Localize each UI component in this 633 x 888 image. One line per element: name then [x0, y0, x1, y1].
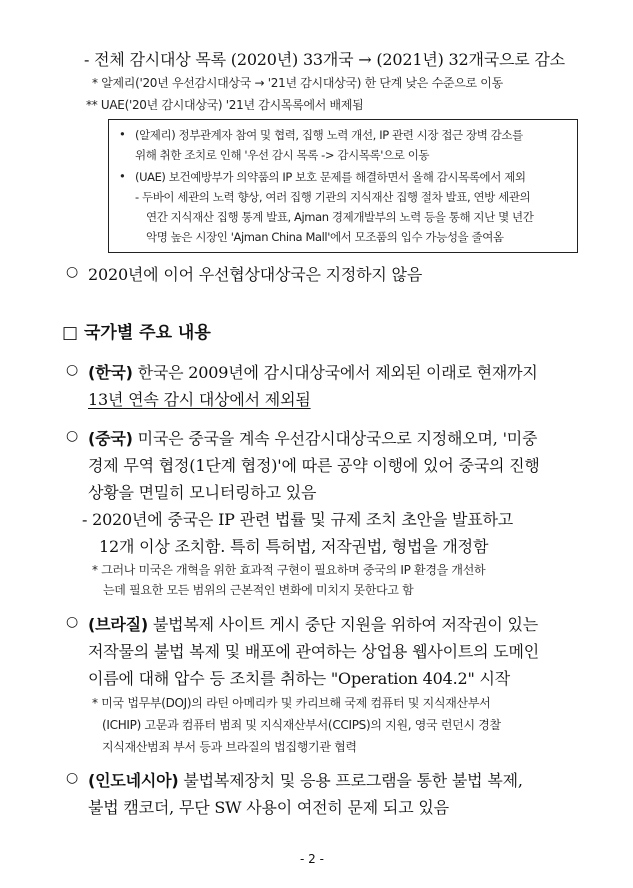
circle-bullet: ○: [66, 264, 79, 280]
china-sub2: 12개 이상 조치함. 특히 특허법, 저작권법, 형법을 개정함: [99, 537, 489, 556]
circle-bullet: ○: [66, 428, 79, 444]
brazil-line2: 저작물의 불법 복제 및 배포에 관여하는 상업용 웹사이트의 도메인: [88, 642, 540, 661]
indonesia-lead: (인도네시아): [88, 771, 179, 790]
china-line1: [88, 426, 537, 449]
circle-bullet: ○: [66, 362, 79, 378]
box-uae-line1: (UAE) 보건예방부가 의약품의 IP 보호 문제를 해결하면서 올해 감시목록에서 제외: [135, 170, 526, 184]
box-algeria-line2: 위해 취한 조치로 인해 '우선 감시 목록 -> 감시목록'으로 이동: [135, 148, 430, 162]
china-line2: 경제 무역 협정(1단계 협정)'에 따른 공약 이행에 있어 중국의 진행: [88, 456, 540, 475]
brazil-lead: (브라질): [88, 615, 148, 634]
china-sub1: - 2020년에 중국은 IP 관련 법률 및 규제 조치 초안을 발표하고: [82, 510, 514, 529]
box-bullet: •: [119, 169, 126, 183]
indonesia-line2: 불법 캠코더, 무단 SW 사용이 여전히 문제 되고 있음: [88, 798, 449, 817]
korea-line2: 13년 연속 감시 대상에서 제외됨: [88, 390, 311, 409]
china-line3: 상황을 면밀히 모니터링하고 있음: [88, 483, 317, 502]
brazil-note3: 지식재산범죄 부서 등과 브라질의 법집행기관 협력: [102, 740, 357, 754]
china-note1: * 그러나 미국은 개혁을 위한 효과적 구현이 필요하며 중국의 IP 환경을 개선하: [92, 563, 486, 577]
korea-lead: (한국): [88, 363, 133, 382]
brazil-note1: * 미국 법무부(DOJ)의 라틴 아메리카 및 카리브해 국제 컴퓨터 및 지식재산부서: [92, 696, 491, 710]
page-number: - 2 -: [300, 852, 324, 866]
no-priority-country: 2020년에 이어 우선협상대상국은 지정하지 않음: [88, 265, 423, 284]
china-note2: 는데 필요한 모든 범위의 근본적인 변화에 미치지 못한다고 함: [103, 583, 414, 597]
box-uae-sub1: - 두바이 세관의 노력 향상, 여러 집행 기관의 지식재산 집행 절차 발표, 연방 세관의: [135, 190, 531, 204]
explanation-box: [108, 119, 578, 253]
indonesia-line1: [88, 768, 523, 791]
circle-bullet: ○: [66, 770, 79, 786]
box-algeria-line1: (알제리) 정부관계자 참여 및 협력, 집행 노력 개선, IP 관련 시장 접근 장벽 감소를: [135, 128, 523, 142]
brazil-line3: 이름에 대해 압수 등 조치를 취하는 "Operation 404.2" 시작: [88, 669, 511, 688]
footnote-uae: ** UAE('20년 감시대상국) '21년 감시목록에서 배제됨: [86, 98, 364, 112]
section-heading: □ 국가별 주요 내용: [62, 323, 211, 343]
brazil-text1: 불법복제 사이트 게시 중단 지원을 위하여 저작권이 있는: [148, 615, 538, 634]
box-bullet: •: [119, 127, 126, 141]
korea-text1: 한국은 2009년에 감시대상국에서 제외된 이래로 현재까지: [132, 363, 538, 382]
indonesia-text1: 불법복제장치 및 응용 프로그램을 통한 불법 복제,: [178, 771, 523, 790]
korea-line1: [88, 360, 538, 383]
china-text1: 미국은 중국을 계속 우선감시대상국으로 지정해오며, '미중: [132, 429, 538, 448]
circle-bullet: ○: [66, 614, 79, 630]
brazil-note2: (ICHIP) 고문과 컴퓨터 범죄 및 지식재산부서(CCIPS)의 지원, 영국 런던시 경찰: [102, 718, 501, 732]
footnote-algeria: * 알제리('20년 우선감시대상국 → '21년 감시대상국) 한 단계 낮은 수준으로 이동: [92, 76, 503, 90]
china-lead: (중국): [88, 429, 133, 448]
box-uae-sub3: 악명 높은 시장인 'Ajman China Mall'에서 모조품의 입수 가능성을 줄여옴: [146, 230, 504, 244]
brazil-line1: [88, 612, 538, 635]
bullet-total-watchlist: - 전체 감시대상 목록 (2020년) 33개국 → (2021년) 32개국으로 감소: [84, 50, 565, 69]
box-uae-sub2: 연간 지식재산 집행 통계 발표, Ajman 경제개발부의 노력 등을 통해 지난 몇 년간: [146, 210, 534, 224]
